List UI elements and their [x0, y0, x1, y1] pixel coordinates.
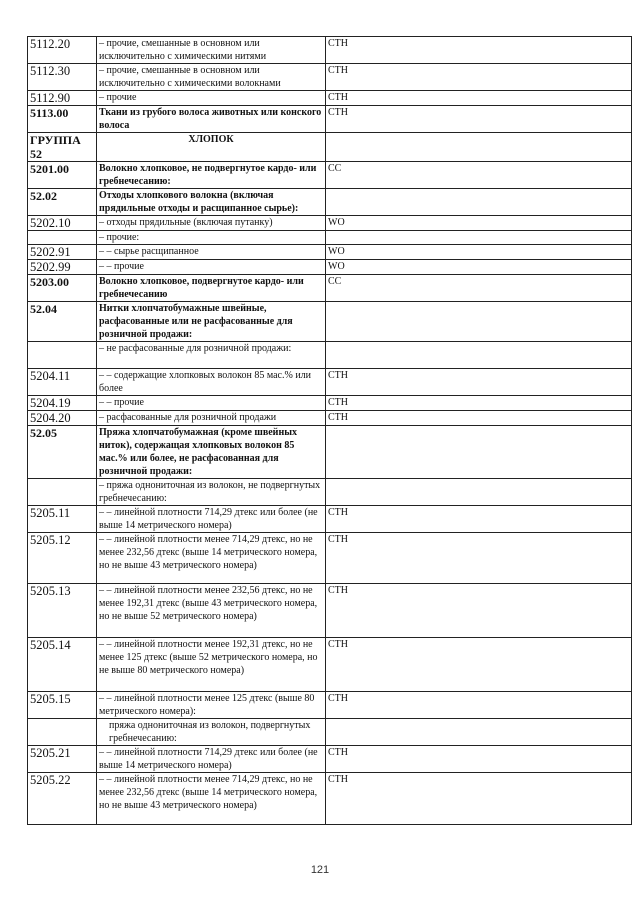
row-criterion: СТН — [326, 411, 632, 426]
row-criterion: СТН — [326, 746, 632, 773]
row-code: 5205.12 — [28, 533, 97, 584]
table-row — [28, 106, 632, 133]
row-description: – прочие, смешанные в основном или исключительно с химическими нитями — [97, 37, 326, 64]
row-description: Ткани из грубого волоса животных или конского волоса — [97, 106, 326, 133]
row-code: 5205.11 — [28, 506, 97, 533]
row-code: ГРУППА 52 — [28, 133, 97, 162]
row-criterion — [326, 133, 632, 162]
row-criterion: СТН — [326, 638, 632, 692]
row-code: 52.02 — [28, 189, 97, 216]
row-code: 5202.99 — [28, 260, 97, 275]
row-code: 5205.21 — [28, 746, 97, 773]
row-code: 5112.20 — [28, 37, 97, 64]
table-row — [28, 396, 632, 411]
row-code: 5205.14 — [28, 638, 97, 692]
table-row — [28, 133, 632, 162]
table-row — [28, 342, 632, 369]
table-row — [28, 245, 632, 260]
row-criterion: СТН — [326, 106, 632, 133]
row-description: – отходы прядильные (включая путанку) — [97, 216, 326, 231]
table-row — [28, 411, 632, 426]
row-description: – не расфасованные для розничной продажи: — [97, 342, 326, 369]
table-row — [28, 216, 632, 231]
tariff-table-body — [28, 37, 632, 825]
row-code — [28, 719, 97, 746]
row-code: 5204.11 — [28, 369, 97, 396]
row-description: – – содержащие хлопковых волокон 85 мас.% или более — [97, 369, 326, 396]
row-description: – – линейной плотности менее 192,31 дтекс, но не менее 125 дтекс (выше 52 метрического номера, но не выше 80 метрического номера) — [97, 638, 326, 692]
table-row — [28, 302, 632, 342]
row-code: 5113.00 — [28, 106, 97, 133]
row-description: Волокно хлопковое, подвергнутое кардо- или гребнечесанию — [97, 275, 326, 302]
row-code: 5201.00 — [28, 162, 97, 189]
row-description: – – линейной плотности 714,29 дтекс или более (не выше 14 метрического номера) — [97, 506, 326, 533]
row-code — [28, 479, 97, 506]
row-description: Нитки хлопчатобумажные швейные, расфасованные или не расфасованные для розничной продажи: — [97, 302, 326, 342]
row-code — [28, 231, 97, 245]
table-row — [28, 189, 632, 216]
row-description: – – линейной плотности менее 714,29 дтекс, но не менее 232,56 дтекс (выше 14 метрического номера, но не выше 43 метрического номера) — [97, 773, 326, 825]
row-description: – – линейной плотности 714,29 дтекс или более (не выше 14 метрического номера) — [97, 746, 326, 773]
row-criterion: СТН — [326, 533, 632, 584]
row-criterion — [326, 479, 632, 506]
row-criterion: СС — [326, 275, 632, 302]
row-code: 5112.90 — [28, 91, 97, 106]
row-description: – – сырье расщипанное — [97, 245, 326, 260]
row-description: Пряжа хлопчатобумажная (кроме швейных ниток), содержащая хлопковых волокон 85 мас.% или более, не расфасованная для розничной продажи: — [97, 426, 326, 479]
row-description: – прочие — [97, 91, 326, 106]
row-criterion: WO — [326, 245, 632, 260]
table-row — [28, 231, 632, 245]
table-row — [28, 64, 632, 91]
row-criterion: СТН — [326, 91, 632, 106]
row-description: пряжа однониточная из волокон, подвергнутых гребнечесанию: — [97, 719, 326, 746]
row-code: 5205.13 — [28, 584, 97, 638]
tariff-table — [27, 36, 632, 825]
row-code — [28, 342, 97, 369]
row-criterion: СТН — [326, 64, 632, 91]
table-row — [28, 479, 632, 506]
row-description: Отходы хлопкового волокна (включая прядильные отходы и расщипанное сырье): — [97, 189, 326, 216]
table-row — [28, 773, 632, 825]
table-row — [28, 506, 632, 533]
row-criterion — [326, 719, 632, 746]
row-code: 5203.00 — [28, 275, 97, 302]
row-code: 52.05 — [28, 426, 97, 479]
row-criterion — [326, 302, 632, 342]
row-code: 5205.22 — [28, 773, 97, 825]
table-row — [28, 692, 632, 719]
table-row — [28, 275, 632, 302]
row-code: 5202.10 — [28, 216, 97, 231]
table-row — [28, 638, 632, 692]
row-description: – пряжа однониточная из волокон, не подвергнутых гребнечесанию: — [97, 479, 326, 506]
row-criterion: WO — [326, 216, 632, 231]
row-criterion: СТН — [326, 37, 632, 64]
row-criterion: СТН — [326, 396, 632, 411]
row-code: 5205.15 — [28, 692, 97, 719]
row-description: – – прочие — [97, 396, 326, 411]
row-criterion: СТН — [326, 584, 632, 638]
row-description: – прочие: — [97, 231, 326, 245]
table-row — [28, 719, 632, 746]
table-row — [28, 533, 632, 584]
table-row — [28, 37, 632, 64]
table-row — [28, 426, 632, 479]
row-description: – – линейной плотности менее 714,29 дтекс, но не менее 232,56 дтекс (выше 14 метрического номера, но не выше 43 метрического номера) — [97, 533, 326, 584]
row-criterion — [326, 189, 632, 216]
row-code: 5112.30 — [28, 64, 97, 91]
row-code: 52.04 — [28, 302, 97, 342]
row-criterion: СТН — [326, 506, 632, 533]
row-criterion — [326, 231, 632, 245]
page-number: 121 — [310, 864, 330, 876]
row-code: 5204.20 — [28, 411, 97, 426]
row-code: 5202.91 — [28, 245, 97, 260]
row-criterion: СТН — [326, 773, 632, 825]
table-row — [28, 162, 632, 189]
row-criterion — [326, 426, 632, 479]
row-criterion: СТН — [326, 369, 632, 396]
row-criterion: WO — [326, 260, 632, 275]
table-row — [28, 369, 632, 396]
row-criterion: СТН — [326, 692, 632, 719]
row-description: – – линейной плотности менее 232,56 дтекс, но не менее 192,31 дтекс (выше 43 метрического номера, но не выше 52 метрического номера) — [97, 584, 326, 638]
table-row — [28, 91, 632, 106]
row-description: ХЛОПОК — [97, 133, 326, 162]
row-description: – прочие, смешанные в основном или исключительно с химическими волокнами — [97, 64, 326, 91]
row-description: – расфасованные для розничной продажи — [97, 411, 326, 426]
row-description: – – прочие — [97, 260, 326, 275]
row-description: Волокно хлопковое, не подвергнутое кардо- или гребнечесанию: — [97, 162, 326, 189]
row-criterion: СС — [326, 162, 632, 189]
table-row — [28, 746, 632, 773]
row-criterion — [326, 342, 632, 369]
table-row — [28, 260, 632, 275]
row-description: – – линейной плотности менее 125 дтекс (выше 80 метрического номера): — [97, 692, 326, 719]
row-code: 5204.19 — [28, 396, 97, 411]
table-row — [28, 584, 632, 638]
